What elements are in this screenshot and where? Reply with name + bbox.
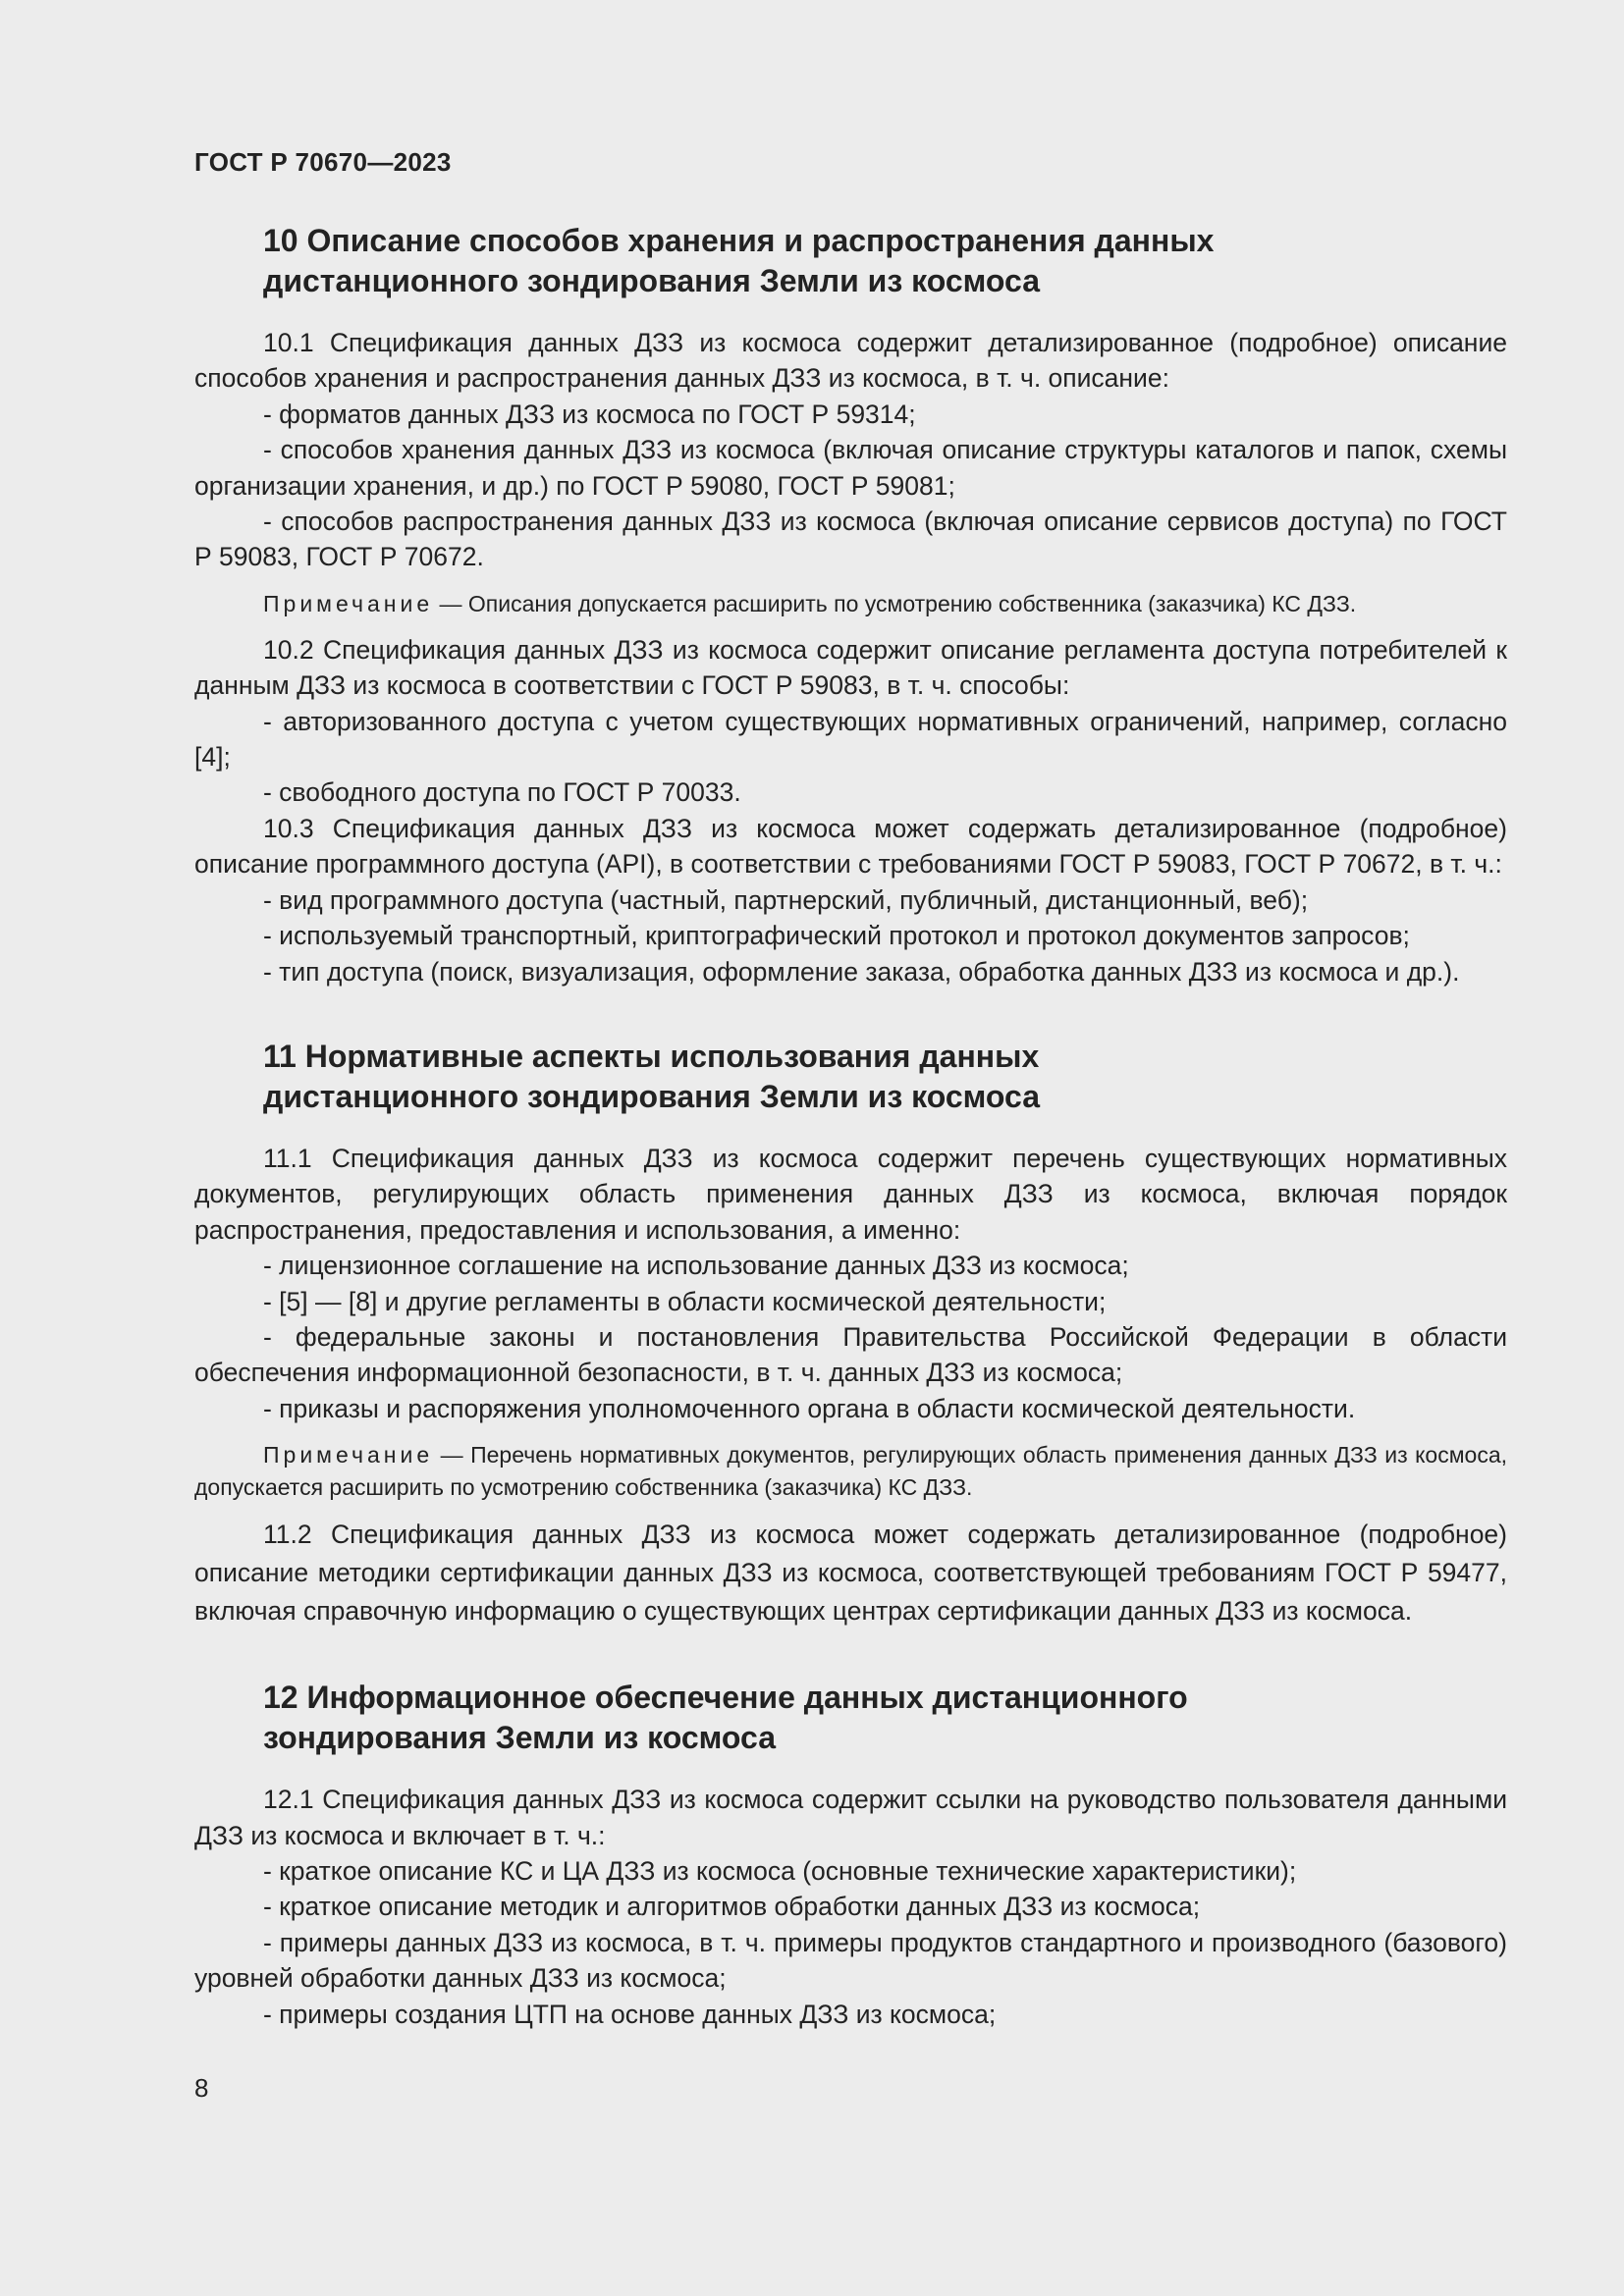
section-11-title-line2: дистанционного зондирования Земли из космоса: [263, 1078, 1041, 1114]
spacer: [194, 1630, 1507, 1678]
note-2-label: Примечание: [263, 1442, 434, 1468]
list-item: - краткое описание КС и ЦА ДЗЗ из космоса (основные технические характеристики);: [263, 1855, 1297, 1886]
list-item: - тип доступа (поиск, визуализация, оформление заказа, обработка данных ДЗЗ из космоса и др.).: [263, 956, 1460, 987]
list-item: - краткое описание методик и алгоритмов обработки данных ДЗЗ из космоса;: [263, 1892, 1201, 1922]
paragraph-11-1: 11.1 Спецификация данных ДЗЗ из космоса содержит перечень существующих нормативных документов, регулирующих область применения данных ДЗЗ из космоса, включая порядок распространения, предоставления и использования, а именно:: [194, 1143, 1507, 1245]
note-1-text: — Описания допускается расширить по усмотрению собственника (заказчика) КС ДЗЗ.: [433, 590, 1357, 616]
list-item: - федеральные законы и постановления Правительства Российской Федерации в области обеспечения информационной безопасности, в т. ч. данных ДЗЗ из космоса;: [194, 1321, 1507, 1388]
list-item: - примеры данных ДЗЗ из космоса, в т. ч. примеры продуктов стандартного и производного (базового) уровней обработки данных ДЗЗ из космоса;: [194, 1927, 1507, 1994]
list-item: - авторизованного доступа с учетом существующих нормативных ограничений, например, согласно [4];: [194, 706, 1507, 773]
paragraph-10-1: 10.1 Спецификация данных ДЗЗ из космоса содержит детализированное (подробное) описание способов хранения и распространения данных ДЗЗ из космоса, в т. ч. описание:: [194, 328, 1507, 394]
list-item: - способов распространения данных ДЗЗ из космоса (включая описание сервисов доступа) по ГОСТ Р 59083, ГОСТ Р 70672.: [194, 507, 1507, 572]
section-11-title: [263, 1037, 1507, 1117]
document-page: [194, 147, 1507, 2032]
section-10-title: [263, 221, 1507, 301]
section-10-title-line2: дистанционного зондирования Земли из космоса: [263, 263, 1041, 298]
paragraph-12-1: 12.1 Спецификация данных ДЗЗ из космоса содержит ссылки на руководство пользователя данными ДЗЗ из космоса и включает в т. ч.:: [194, 1785, 1507, 1850]
section-12-title-line2: зондирования Земли из космоса: [263, 1720, 776, 1756]
note-1-label: Примечание: [263, 590, 434, 616]
note-2-text: — Перечень нормативных документов, регулирующих область применения данных ДЗЗ из космоса, допускается расширить по усмотрению собственника (заказчика) КС ДЗЗ.: [194, 1442, 1507, 1501]
list-item: - способов хранения данных ДЗЗ из космоса (включая описание структуры каталогов и папок, схемы организации хранения, и др.) по ГОСТ Р 59080, ГОСТ Р 59081;: [194, 435, 1507, 501]
list-item: - форматов данных ДЗЗ из космоса по ГОСТ Р 59314;: [263, 399, 916, 429]
paragraph-11-2: 11.2 Спецификация данных ДЗЗ из космоса может содержать детализированное (подробное) описание методики сертификации данных ДЗЗ из космоса, соответствующей требованиям ГОСТ Р 59477, включая справочную информацию о существующих центрах сертификации данных ДЗЗ из космоса.: [194, 1520, 1507, 1627]
list-item: - приказы и распоряжения уполномоченного органа в области космической деятельности.: [263, 1393, 1356, 1423]
section-11-title-line1: 11 Нормативные аспекты использования данных: [263, 1038, 1040, 1074]
paragraph-10-3: 10.3 Спецификация данных ДЗЗ из космоса может содержать детализированное (подробное) описание программного доступа (API), в соответствии с требованиями ГОСТ Р 59083, ГОСТ Р 70672, в т. ч.:: [194, 813, 1507, 880]
page-number: 8: [194, 2073, 209, 2103]
list-item: - вид программного доступа (частный, партнерский, публичный, дистанционный, веб);: [263, 884, 1309, 915]
spacer: [194, 989, 1507, 1037]
list-item: - лицензионное соглашение на использование данных ДЗЗ из космоса;: [263, 1251, 1129, 1281]
list-item: - свободного доступа по ГОСТ Р 70033.: [263, 777, 741, 808]
note-1: [194, 588, 1507, 620]
section-12-title-line1: 12 Информационное обеспечение данных дистанционного: [263, 1680, 1188, 1716]
list-item: - примеры создания ЦТП на основе данных ДЗЗ из космоса;: [263, 1999, 997, 2029]
list-item: - используемый транспортный, криптографический протокол и протокол документов запросов;: [263, 921, 1410, 951]
paragraph-10-2: 10.2 Спецификация данных ДЗЗ из космоса содержит описание регламента доступа потребителей к данным ДЗЗ из космоса в соответствии с ГОСТ Р 59083, в т. ч. способы:: [194, 634, 1507, 701]
document-header: ГОСТ Р 70670—2023: [194, 147, 452, 177]
section-12-title: [263, 1678, 1507, 1758]
note-2: [194, 1439, 1507, 1504]
list-item: - [5] — [8] и другие регламенты в области космической деятельности;: [263, 1286, 1107, 1316]
section-10-title-line1: 10 Описание способов хранения и распространения данных: [263, 223, 1215, 258]
